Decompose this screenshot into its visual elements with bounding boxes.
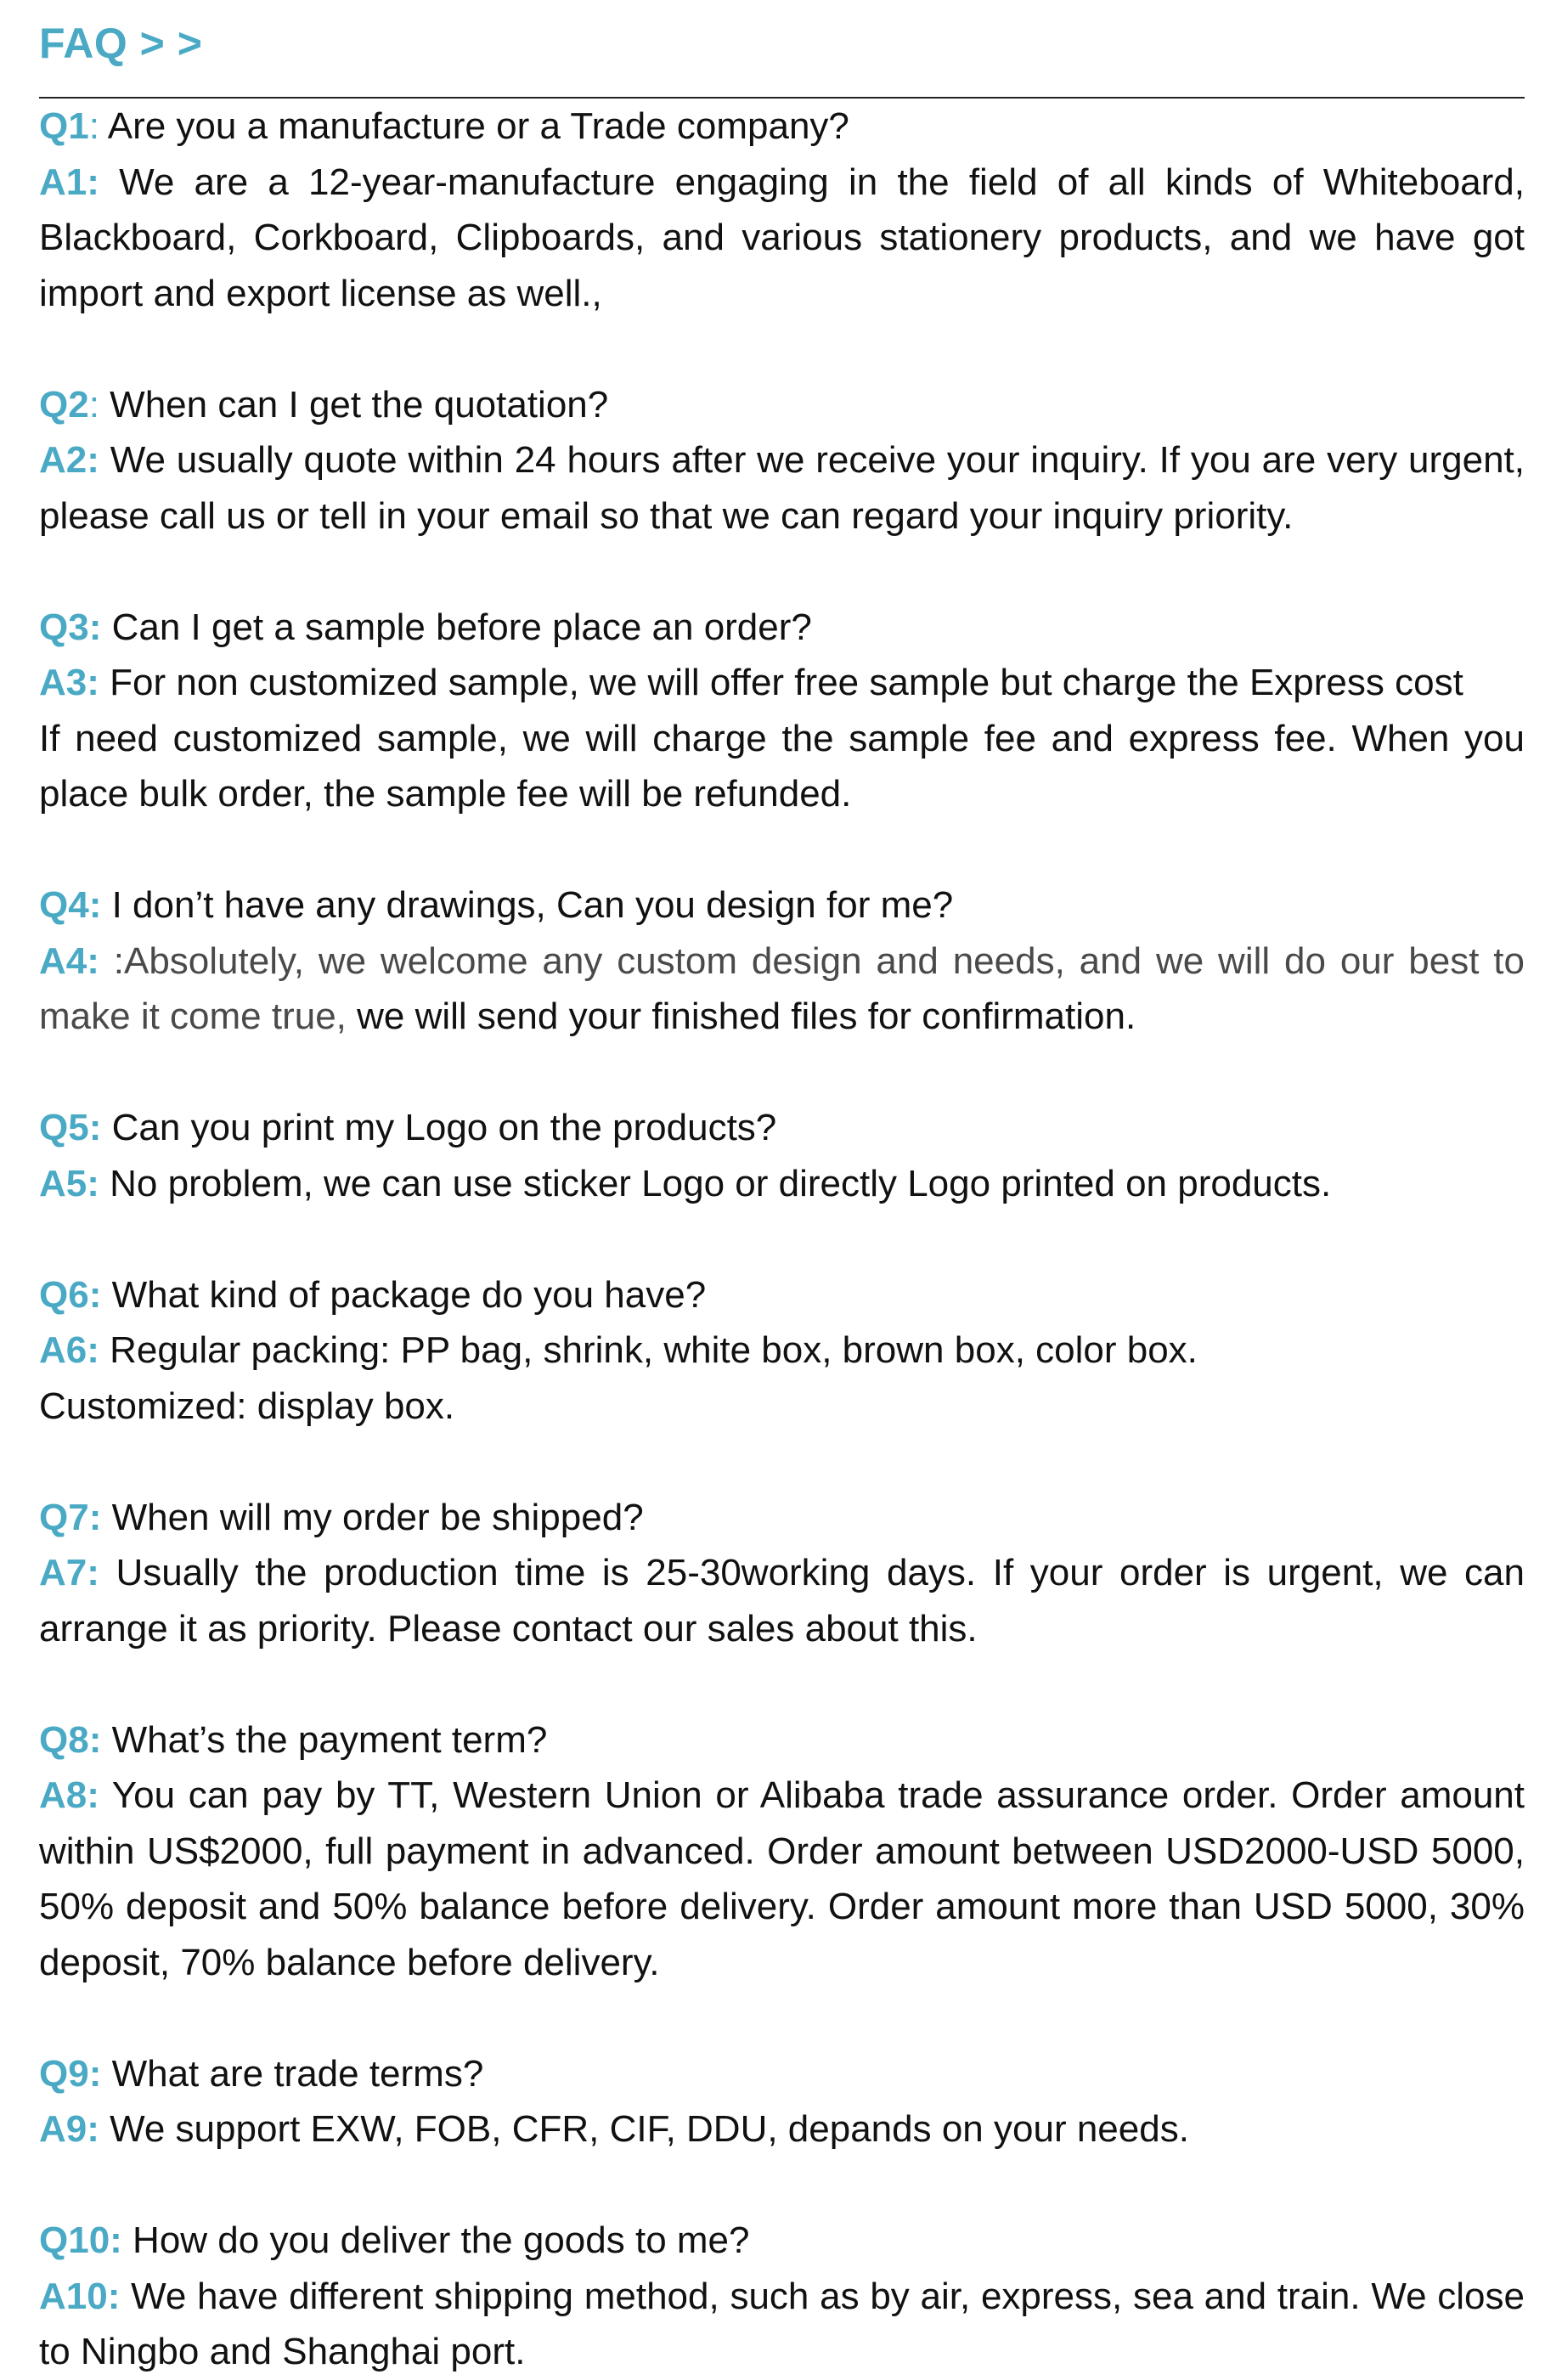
answer-label: A6: (39, 1329, 99, 1371)
question-line (39, 1712, 1525, 1768)
answer-text: Regular packing: PP bag, shrink, white box, brown box, color box. (99, 1329, 1198, 1371)
answer-text: No problem, we can use sticker Logo or directly Logo printed on products. (99, 1162, 1332, 1204)
answer-block (39, 2101, 1525, 2157)
answer-block (39, 432, 1525, 544)
faq-item-6 (39, 1267, 1525, 1435)
faq-item-10 (39, 2213, 1525, 2380)
question-text: I don’t have any drawings, Can you design for me? (101, 884, 954, 926)
answer-line (39, 1323, 1525, 1379)
question-separator: : (88, 383, 99, 426)
answer-text: We support EXW, FOB, CFR, CIF, DDU, depands on your needs. (99, 2108, 1189, 2150)
answer-label: A2: (39, 439, 99, 481)
answer-label: A8: (39, 1774, 99, 1816)
question-text: Can I get a sample before place an order? (101, 606, 812, 648)
answer-label: A5: (39, 1162, 99, 1204)
faq-item-9 (39, 2046, 1525, 2157)
question-line (39, 877, 1525, 933)
answer-label: A9: (39, 2108, 99, 2150)
question-text: What are trade terms? (101, 2052, 484, 2095)
faq-item-1 (39, 99, 1525, 321)
answer-block (39, 2269, 1525, 2380)
answer-label: A3: (39, 662, 99, 703)
faq-item-5 (39, 1100, 1525, 1211)
faq-item-4 (39, 877, 1525, 1045)
question-text: Can you print my Logo on the products? (101, 1107, 777, 1148)
question-text: How do you deliver the goods to me? (121, 2219, 750, 2261)
question-label: Q9: (39, 2052, 102, 2095)
page-title: FAQ > > (39, 20, 203, 67)
faq-item-3 (39, 600, 1525, 822)
answer-text: For non customized sample, we will offer free sample but charge the Express cost (99, 662, 1463, 703)
question-text: When can I get the quotation? (99, 383, 609, 426)
question-line (39, 2213, 1525, 2269)
question-label: Q5: (39, 1107, 102, 1148)
answer-label: A7: (39, 1552, 99, 1593)
answer-continuation: Customized: display box. (39, 1385, 455, 1427)
answer-text-grey: :Absolutely, we welcome any custom design and needs, and we will do our best to make it come true, (39, 939, 1525, 1037)
question-text: Are you a manufacture or a Trade company? (99, 105, 849, 147)
faq-item-2 (39, 377, 1525, 544)
answer-text: we will send your finished files for confirmation. (346, 995, 1136, 1037)
answer-block (39, 1156, 1525, 1212)
question-label: Q7: (39, 1496, 102, 1538)
question-label: Q6: (39, 1273, 102, 1316)
faq-item-8 (39, 1712, 1525, 1991)
question-label: Q3: (39, 606, 102, 648)
question-line (39, 377, 1525, 433)
answer-text: We usually quote within 24 hours after we receive your inquiry. If you are very urgent, please call us or tell in your email so that we can regard your inquiry priority. (39, 439, 1525, 537)
answer-label: A10: (39, 2275, 121, 2317)
answer-line (39, 655, 1525, 711)
question-label: Q10: (39, 2219, 122, 2261)
question-label: Q2 (39, 383, 89, 426)
question-text: What’s the payment term? (101, 1718, 548, 1761)
answer-text: We are a 12-year-manufacture engaging in the field of all kinds of Whiteboard, Blackboard, Corkboard, Clipboards, and various stationery products, and we have got import and export license as well., (39, 161, 1525, 314)
faq-list (39, 99, 1525, 2380)
answer-continuation: If need customized sample, we will charge the sample fee and express fee. When you place bulk order, the sample fee will be refunded. (39, 717, 1525, 815)
answer-text: Usually the production time is 25-30working days. If your order is urgent, we can arrange it as priority. Please contact our sales about this. (39, 1552, 1525, 1650)
question-line (39, 99, 1525, 155)
faq-item-7 (39, 1490, 1525, 1657)
question-text: When will my order be shipped? (101, 1496, 644, 1538)
question-label: Q4: (39, 884, 102, 926)
question-line (39, 1267, 1525, 1323)
answer-block (39, 1768, 1525, 1990)
answer-block (39, 1545, 1525, 1656)
answer-label: A4: (39, 939, 99, 982)
answer-block (39, 155, 1525, 322)
answer-block (39, 933, 1525, 1045)
answer-label: A1: (39, 161, 99, 203)
answer-text: You can pay by TT, Western Union or Alibaba trade assurance order. Order amount within US$2000, full payment in advanced. Order amount between USD2000-USD 5000, 50% deposit and 50% balance before delivery. Order amount more than USD 5000, 30% deposit, 70% balance before delivery. (39, 1774, 1525, 1983)
question-line (39, 1490, 1525, 1546)
question-line (39, 600, 1525, 656)
question-label: Q8: (39, 1718, 102, 1761)
question-separator: : (88, 105, 99, 147)
answer-text: We have different shipping method, such as by air, express, sea and train. We close to Ningbo and Shanghai port. (39, 2275, 1525, 2372)
question-line (39, 2046, 1525, 2102)
question-line (39, 1100, 1525, 1156)
question-text: What kind of package do you have? (101, 1273, 707, 1316)
question-label: Q1 (39, 105, 89, 147)
